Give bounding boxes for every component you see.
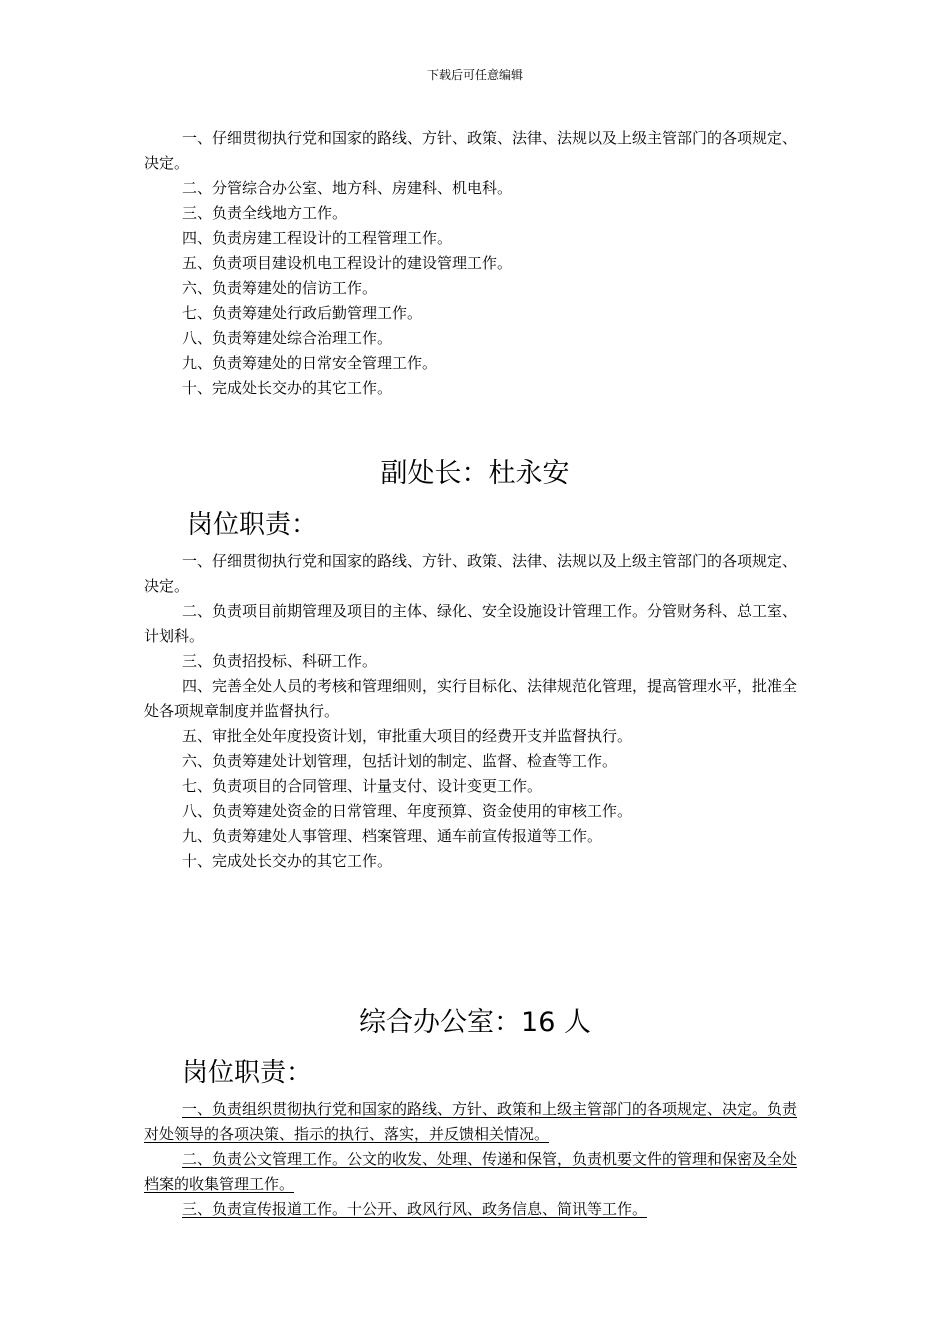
list-item: 九、负责筹建处人事管理、档案管理、通车前宣传报道等工作。 bbox=[182, 827, 603, 845]
list-item: 六、负责筹建处的信访工作。 bbox=[182, 279, 378, 297]
list-item: 五、负责项目建设机电工程设计的建设管理工作。 bbox=[182, 254, 513, 272]
page-header: 下载后可任意编辑 bbox=[426, 68, 523, 82]
section1-list bbox=[144, 126, 810, 401]
list-item: 一、负责组织贯彻执行党和国家的路线、方针、政策和上级主管部门的各项规定、决定。负责对处领导的各项决策、指示的执行、落实，并反馈相关情况。 bbox=[144, 1100, 798, 1143]
list-item: 二、负责项目前期管理及项目的主体、绿化、安全设施设计管理工作。分管财务科、总工室、计划科。 bbox=[144, 602, 798, 645]
section3-title: 综合办公室：16 人 bbox=[359, 1007, 591, 1038]
list-item: 十、完成处长交办的其它工作。 bbox=[182, 852, 393, 870]
list-item: 三、负责宣传报道工作。十公开、政风行风、政务信息、简讯等工作。 bbox=[182, 1200, 648, 1218]
list-item: 三、负责招投标、科研工作。 bbox=[182, 652, 378, 670]
list-item: 十、完成处长交办的其它工作。 bbox=[182, 379, 393, 397]
section2-list bbox=[144, 549, 810, 874]
list-item: 五、审批全处年度投资计划，审批重大项目的经费开支并监督执行。 bbox=[182, 727, 633, 745]
list-item: 四、负责房建工程设计的工程管理工作。 bbox=[182, 229, 453, 247]
list-item: 二、分管综合办公室、地方科、房建科、机电科。 bbox=[182, 179, 513, 197]
list-item: 七、负责项目的合同管理、计量支付、设计变更工作。 bbox=[182, 777, 543, 795]
section2-title: 副处长：杜永安 bbox=[380, 458, 570, 489]
list-item: 一、仔细贯彻执行党和国家的路线、方针、政策、法律、法规以及上级主管部门的各项规定、决定。 bbox=[144, 552, 798, 595]
list-item: 四、完善全处人员的考核和管理细则，实行目标化、法律规范化管理，提高管理水平，批准全处各项规章制度并监督执行。 bbox=[144, 677, 798, 720]
list-item: 九、负责筹建处的日常安全管理工作。 bbox=[182, 354, 438, 372]
list-item: 三、负责全线地方工作。 bbox=[182, 204, 348, 222]
list-item: 一、仔细贯彻执行党和国家的路线、方针、政策、法律、法规以及上级主管部门的各项规定、决定。 bbox=[144, 129, 798, 172]
list-item: 八、负责筹建处资金的日常管理、年度预算、资金使用的审核工作。 bbox=[182, 802, 633, 820]
list-item: 八、负责筹建处综合治理工作。 bbox=[182, 329, 393, 347]
list-item: 七、负责筹建处行政后勤管理工作。 bbox=[182, 304, 423, 322]
section3-subtitle: 岗位职责： bbox=[182, 1058, 313, 1088]
list-item: 二、负责公文管理工作。公文的收发、处理、传递和保管，负责机要文件的管理和保密及全处档案的收集管理工作。 bbox=[144, 1150, 798, 1193]
list-item: 六、负责筹建处计划管理，包括计划的制定、监督、检查等工作。 bbox=[182, 752, 618, 770]
section3-list bbox=[144, 1097, 810, 1222]
section2-subtitle: 岗位职责： bbox=[187, 510, 318, 540]
